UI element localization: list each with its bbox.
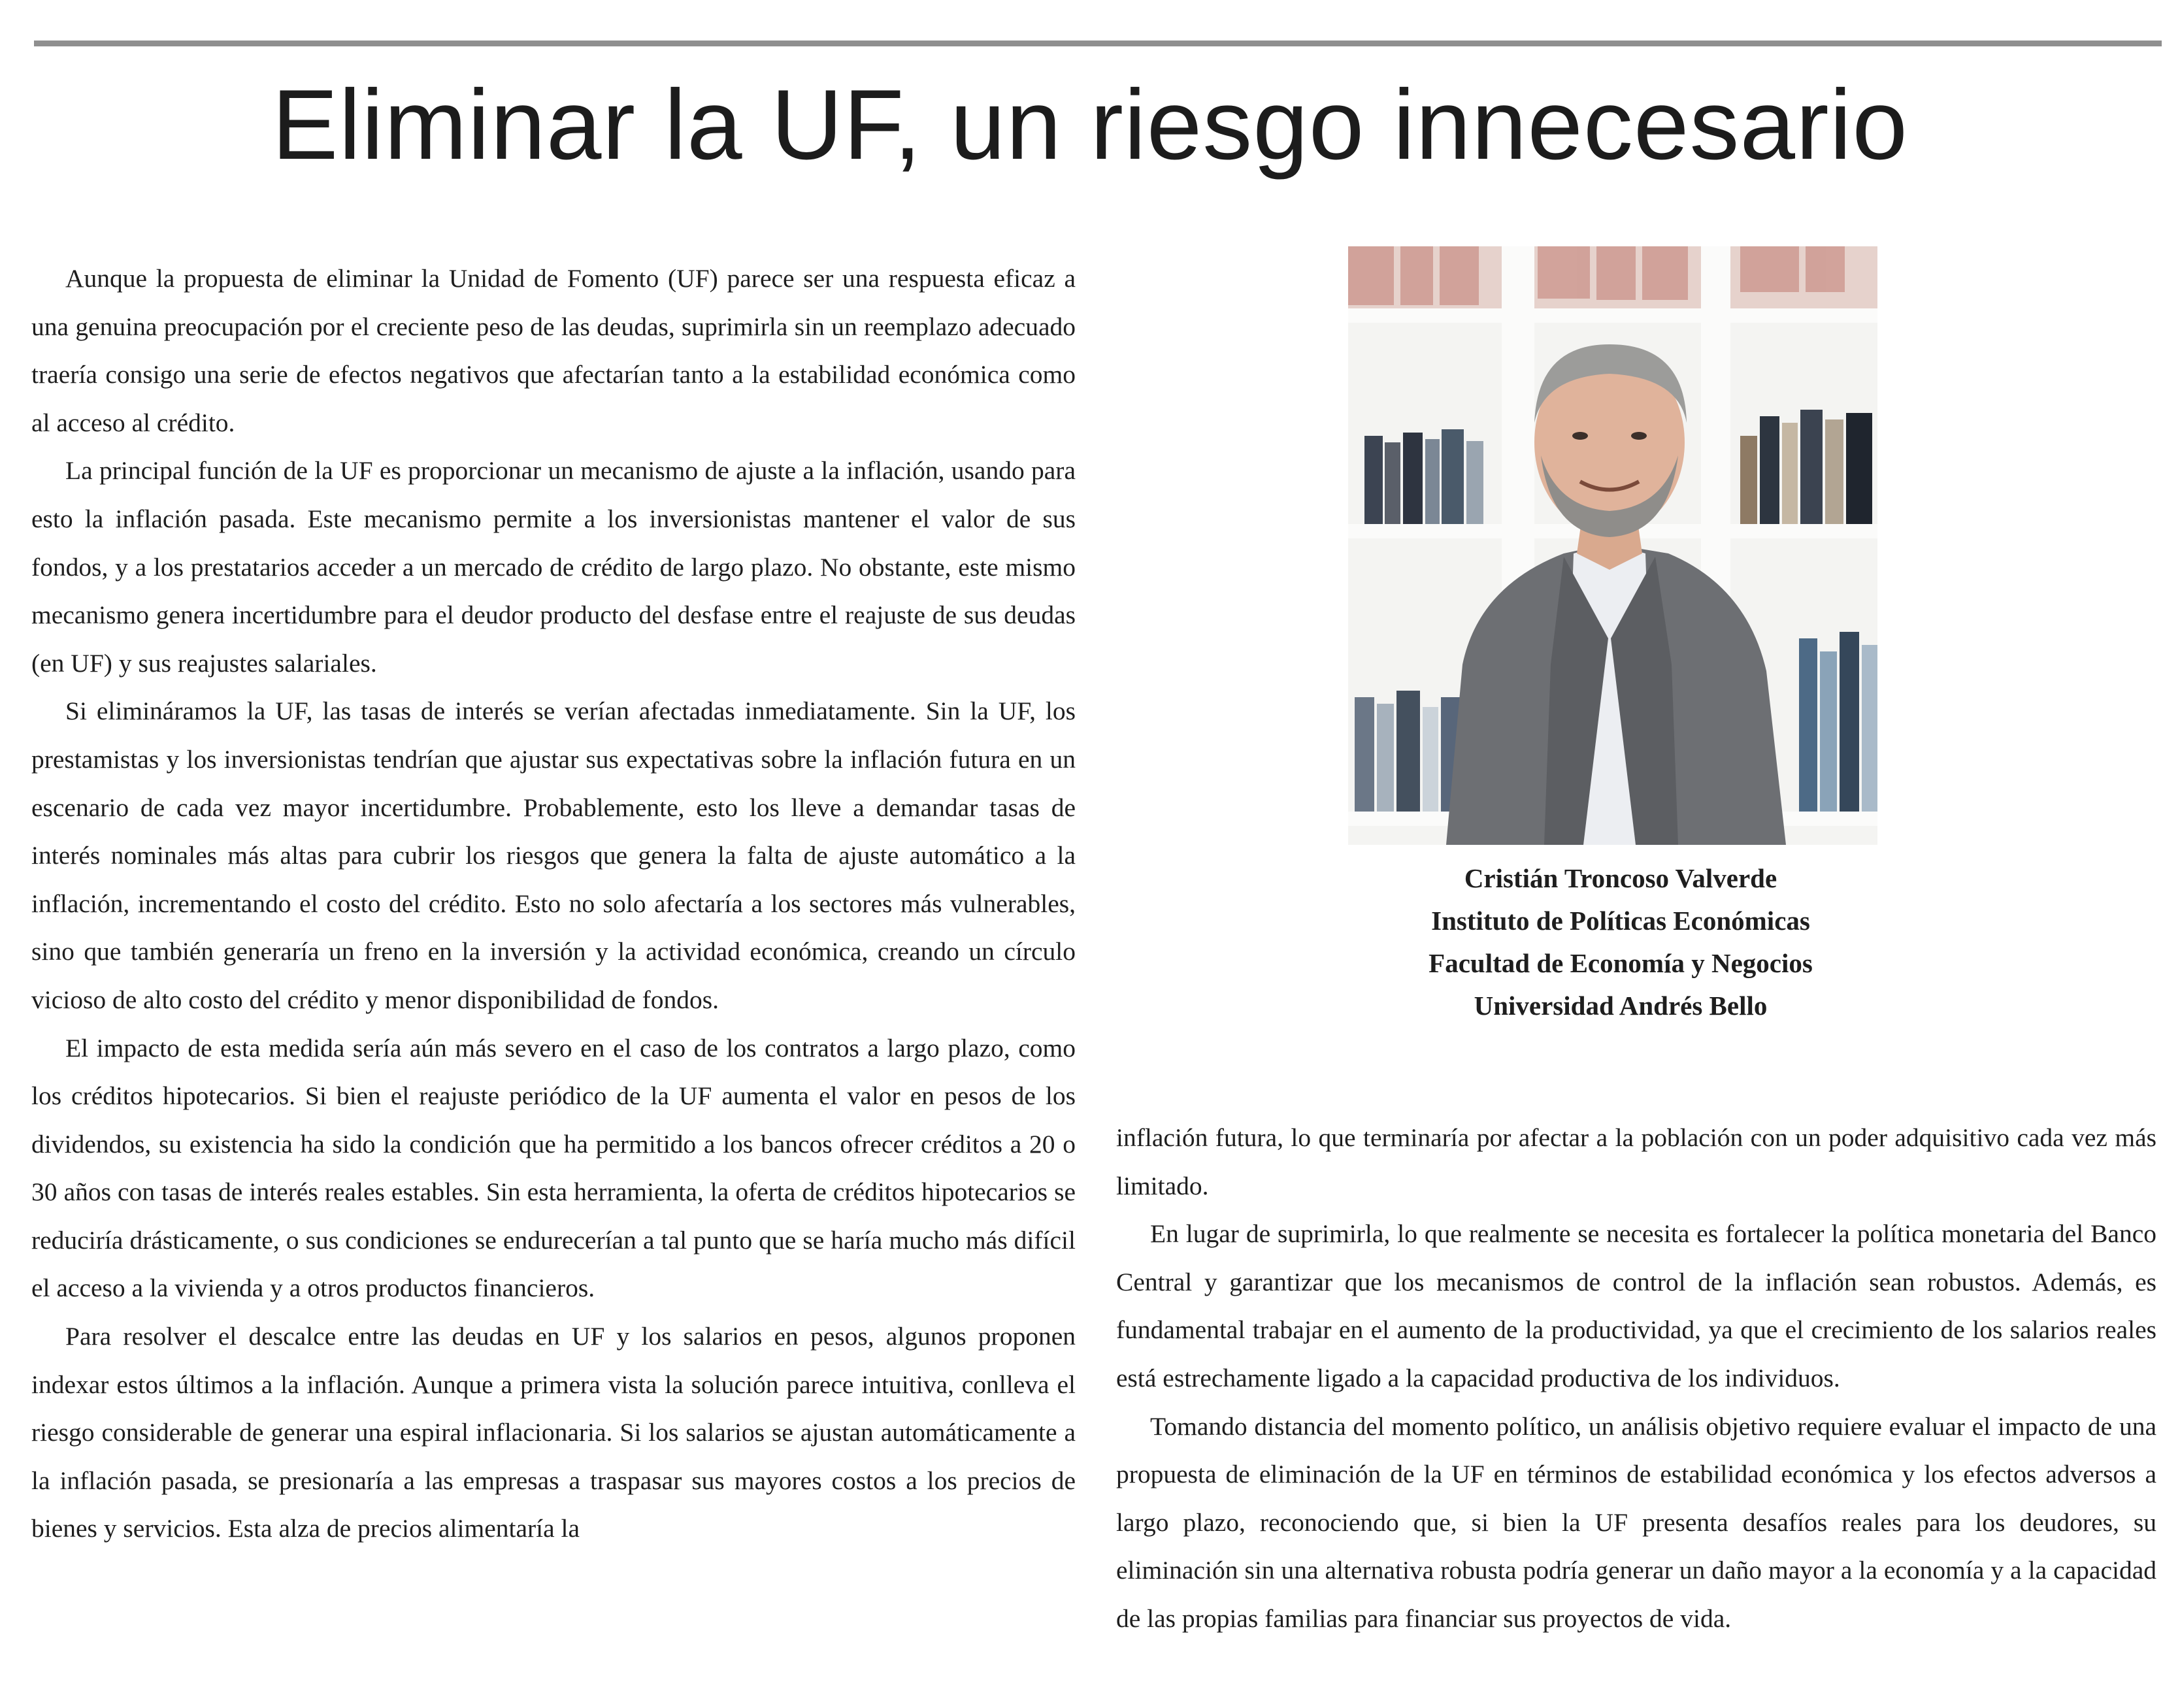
right-column [1116,1114,2156,1643]
paragraph: Tomando distancia del momento político, un análisis objetivo requiere evaluar el impacto de una propuesta de eliminación de la UF en términos de estabilidad económica y los efectos adversos a largo plazo, reconociendo que, si bien la UF presenta desafíos reales para los deudores, su eliminación sin una alternativa robusta podría generar un daño mayor a la economía y a la capacidad de las propias familias para financiar sus proyectos de vida. [1116,1411,2156,1633]
article-title: Eliminar la UF, un riesgo innecesario [272,69,1908,180]
portrait-image [1348,246,1877,845]
paragraph: inflación futura, lo que terminaría por afectar a la población con un poder adquisitivo cada vez más limitado. [1116,1123,2156,1200]
author-name: Cristián Troncoso Valverde [1464,863,1777,893]
paragraph: Aunque la propuesta de eliminar la Unidad de Fomento (UF) parece ser una respuesta eficaz a una genuina preocupación por el creciente peso de las deudas, suprimirla sin un reemplazo adecuado traería consigo una serie de efectos negativos que afectarían tanto a la estabilidad económica como al acceso al crédito. [31,264,1076,437]
author-faculty: Facultad de Economía y Negocios [1429,948,1813,978]
left-column [31,255,1076,1553]
paragraph: La principal función de la UF es proporcionar un mecanismo de ajuste a la inflación, usando para esto la inflación pasada. Este mecanismo permite a los inversionistas mantener el valor de sus fondos, y a los prestatarios acceder a un mercado de crédito de largo plazo. No obstante, este mismo mecanismo genera incertidumbre para el deudor producto del desfase entre el reajuste de sus deudas (en UF) y sus reajustes salariales. [31,456,1076,678]
paragraph: El impacto de esta medida sería aún más severo en el caso de los contratos a largo plazo, como los créditos hipotecarios. Si bien el reajuste periódico de la UF aumenta el valor en pesos de los dividendos, su existencia ha sido la condición que ha permitido a los bancos ofrecer créditos a 20 o 30 años con tasas de interés reales estables. Sin esta herramienta, la oferta de créditos hipotecarios se reduciría drásticamente, o sus condiciones se endurecerían a tal punto que se haría mucho más difícil el acceso a la vivienda y a otros productos financieros. [31,1033,1076,1303]
author-caption [1294,857,1947,1027]
author-institute: Instituto de Políticas Económicas [1431,906,1810,936]
paragraph: En lugar de suprimirla, lo que realmente se necesita es fortalecer la política monetaria del Banco Central y garantizar que los mecanismos de control de la inflación sean robustos. Además, es fundamental trabajar en el aumento de la productividad, ya que el crecimiento de los salarios reales está estrechamente ligado a la capacidad productiva de los individuos. [1116,1219,2156,1392]
author-university: Universidad Andrés Bello [1474,991,1768,1021]
paragraph: Para resolver el descalce entre las deudas en UF y los salarios en pesos, algunos proponen indexar estos últimos a la inflación. Aunque a primera vista la solución parece intuitiva, conlleva el riesgo considerable de generar una espiral inflacionaria. Si los salarios se ajustan automáticamente a la inflación pasada, se presionaría a las empresas a traspasar sus mayores costos a los precios de bienes y servicios. Esta alza de precios alimentaría la [31,1322,1076,1543]
top-rule [34,41,2162,46]
author-photo [1348,246,1877,845]
paragraph: Si elimináramos la UF, las tasas de interés se verían afectadas inmediatamente. Sin la UF, los prestamistas y los inversionistas tendrían que ajustar sus expectativas sobre la inflación futura en un escenario de cada vez mayor incertidumbre. Probablemente, esto los lleve a demandar tasas de interés nominales más altas para cubrir los riesgos que genera la falta de ajuste automático a la inflación, incrementando el costo del crédito. Esto no solo afectaría a los sectores más vulnerables, sino que también generaría un freno en la inversión y la actividad económica, creando un círculo vicioso de alto costo del crédito y menor disponibilidad de fondos. [31,697,1076,1014]
